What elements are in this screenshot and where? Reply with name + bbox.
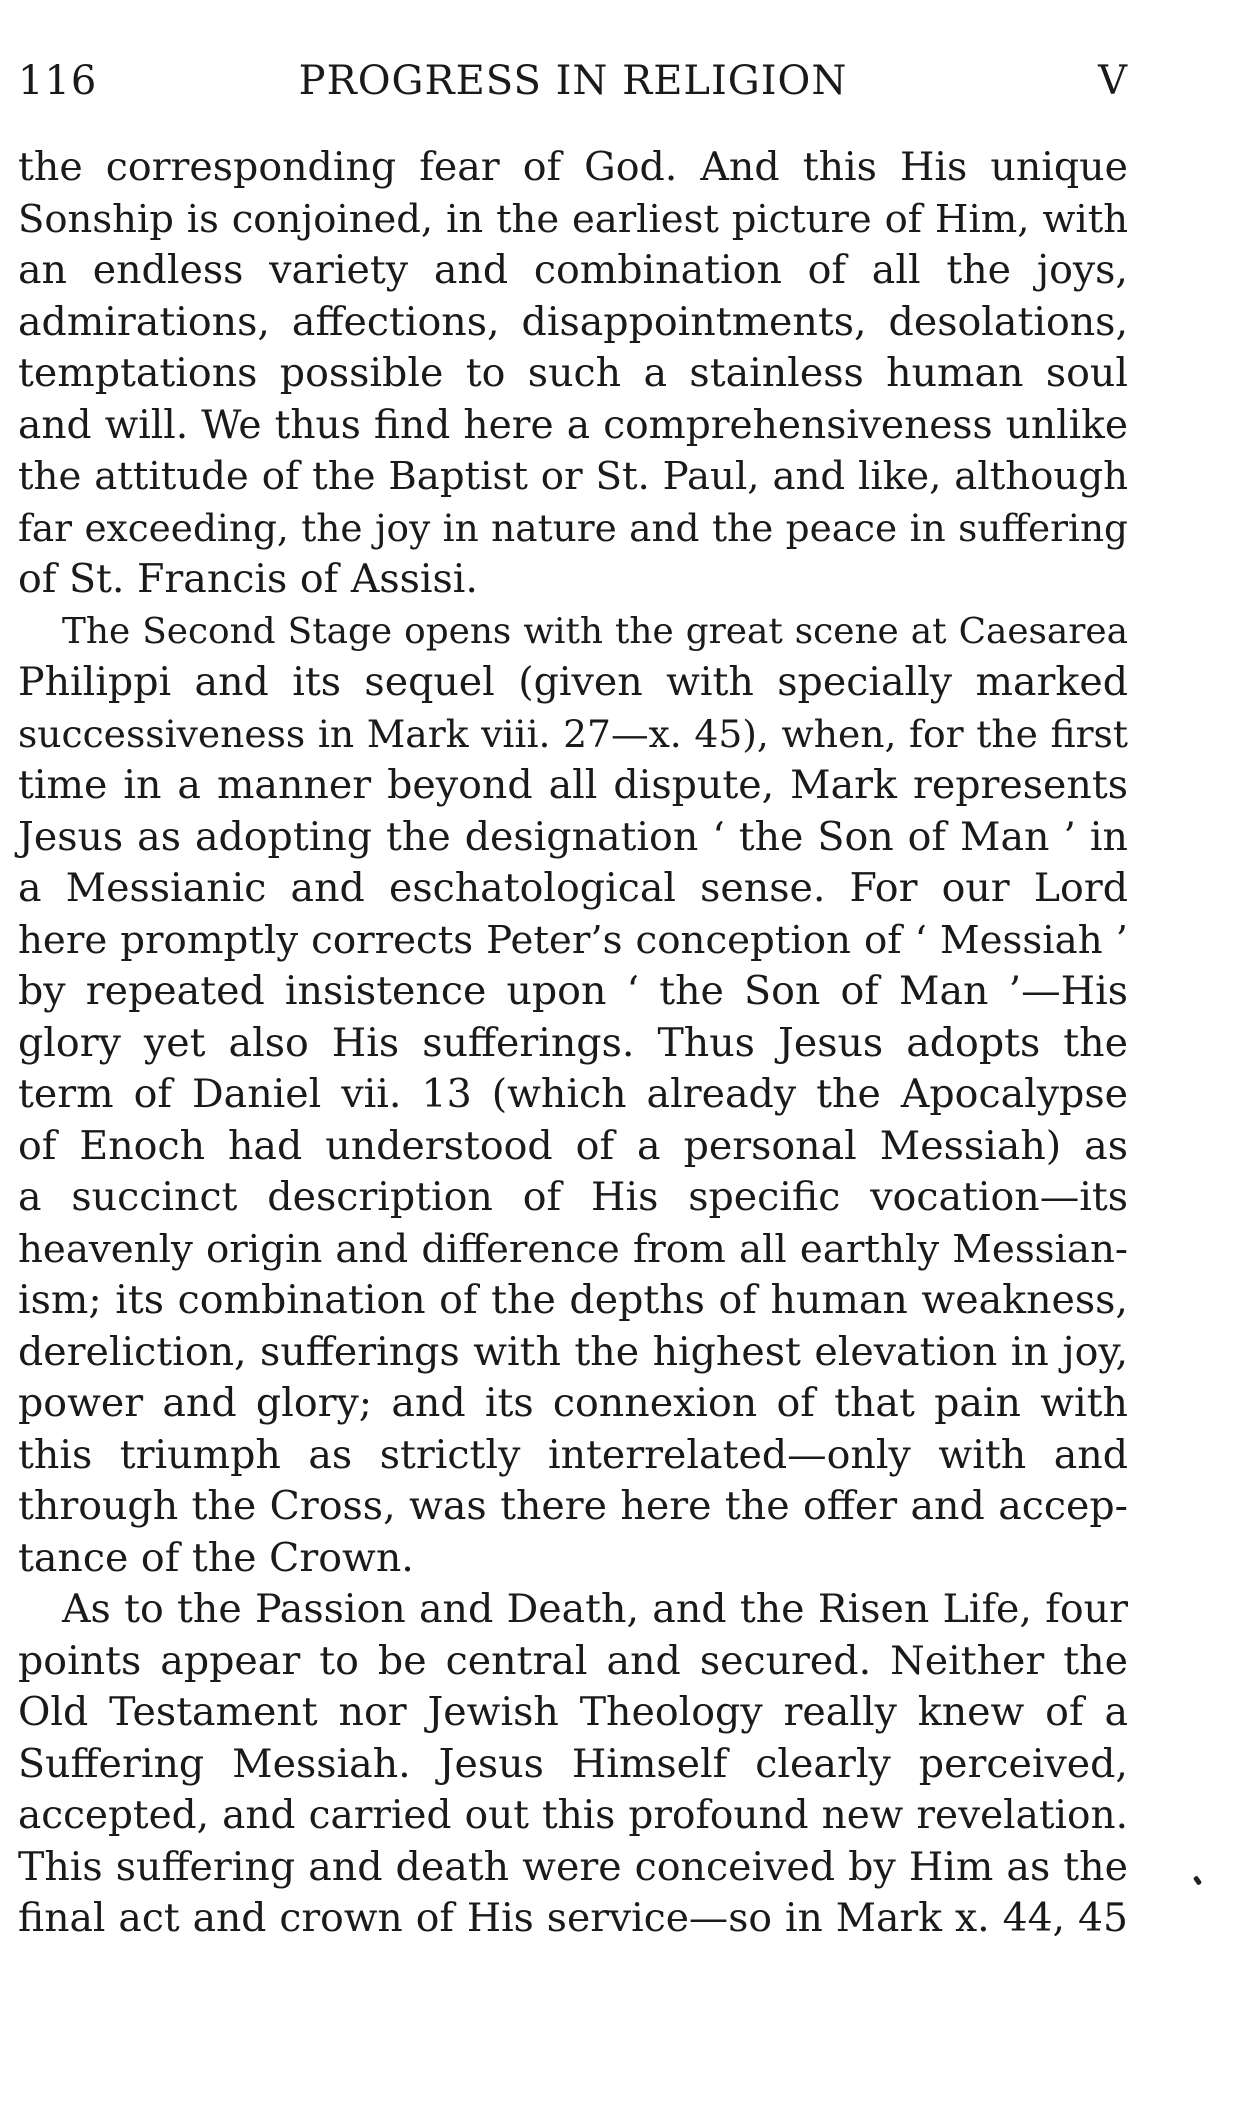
text-line: here promptly corrects Peter’s conception of ‘ Messiah ’ (18, 917, 1128, 963)
text-line: admirations, affections, disappointments, desolations, (18, 298, 1128, 345)
paragraph (18, 606, 1128, 1585)
page-number: 116 (18, 58, 98, 104)
text-line: the attitude of the Baptist or St. Paul, and like, although (18, 454, 1128, 499)
text-line: points appear to be central and secured. Neither the (18, 1637, 1128, 1684)
text-line: Philippi and its sequel (given with specially marked (18, 659, 1128, 705)
text-line: ism; its combination of the depths of human weakness, (18, 1277, 1128, 1323)
text-line: heavenly origin and difference from all earthly Messian- (18, 1226, 1128, 1272)
text-line: this triumph as strictly interrelated—only with and (18, 1431, 1128, 1478)
text-line: accepted, and carried out this profound new revelation. (18, 1793, 1128, 1838)
ink-speck (1193, 1875, 1202, 1885)
text-line: and will. We thus find here a comprehensiveness unlike (18, 402, 1128, 448)
text-line: power and glory; and its connexion of that pain with (18, 1380, 1128, 1426)
text-line: temptations possible to such a stainless human soul (18, 350, 1128, 396)
text-line: Suffering Messiah. Jesus Himself clearly perceived, (18, 1740, 1128, 1787)
text-line: through the Cross, was there here the offer and accep- (18, 1483, 1128, 1529)
text-line: a succinct description of His specific vocation—its (18, 1174, 1128, 1220)
text-line: dereliction, sufferings with the highest elevation in joy, (18, 1328, 1128, 1375)
text-line: As to the Passion and Death, and the Risen Life, four (62, 1586, 1128, 1632)
signature-mark: V (1098, 58, 1128, 104)
text-line: of Enoch had understood of a personal Messiah) as (18, 1122, 1128, 1169)
text-line: Old Testament nor Jewish Theology really knew of a (18, 1689, 1128, 1735)
text-line: an endless variety and combination of all the joys, (18, 247, 1128, 293)
text-line: a Messianic and eschatological sense. For our Lord (18, 865, 1128, 911)
text-line: time in a manner beyond all dispute, Mark represents (18, 762, 1128, 808)
text-line: the corresponding fear of God. And this His unique (18, 144, 1128, 190)
text-line: far exceeding, the joy in nature and the peace in suffering (18, 505, 1128, 550)
text-line: successiveness in Mark viii. 27—x. 45), when, for the first (18, 711, 1128, 756)
text-line: The Second Stage opens with the great scene at Caesarea (62, 610, 1128, 652)
body-text (18, 142, 1128, 1945)
running-head (18, 56, 1128, 106)
paragraph (18, 1584, 1128, 1945)
text-line: final act and crown of His service—so in Mark x. 44, 45 (18, 1896, 1128, 1941)
text-line: of St. Francis of Assisi. (18, 556, 478, 602)
text-line: by repeated insistence upon ‘ the Son of Man ’—His (18, 968, 1128, 1014)
text-line: tance of the Crown. (18, 1534, 414, 1581)
text-line: This suffering and death were conceived by Him as the (18, 1843, 1128, 1890)
paragraph (18, 142, 1128, 606)
text-line: Sonship is conjoined, in the earliest picture of Him, with (18, 196, 1128, 242)
text-line: Jesus as adopting the designation ‘ the Son of Man ’ in (18, 813, 1128, 860)
running-title: PROGRESS IN RELIGION (298, 58, 848, 104)
text-line: term of Daniel vii. 13 (which already the Apocalypse (18, 1071, 1128, 1117)
text-line: glory yet also His sufferings. Thus Jesus adopts the (18, 1019, 1128, 1066)
